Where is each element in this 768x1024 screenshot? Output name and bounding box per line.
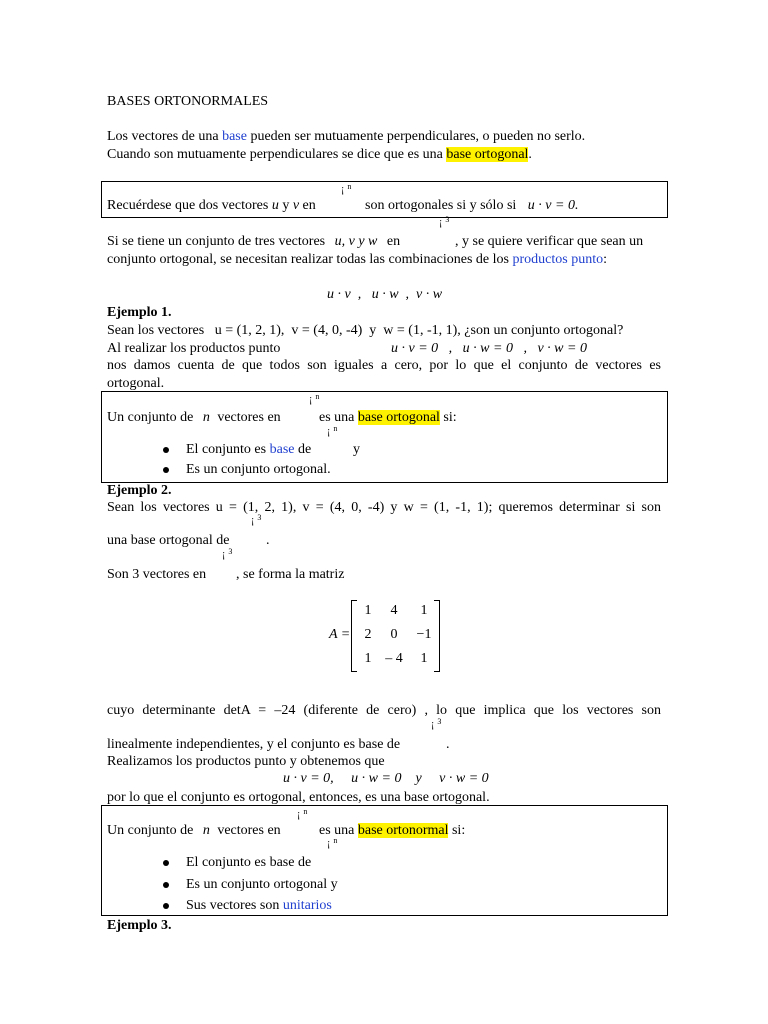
base-link[interactable]: base bbox=[269, 442, 295, 457]
matrix-cell: 1 bbox=[364, 651, 372, 666]
box3-bullet-1: El conjunto es base de bbox=[186, 855, 312, 870]
matrix-cell: 0 bbox=[390, 627, 398, 642]
real-space-symbol-n: ¡ $^n$ bbox=[297, 807, 308, 820]
intro-line-1: Los vectores de una base pueden ser mutuamente perpendiculares, o pueden no serlo. bbox=[107, 129, 586, 144]
matrix-cell: – 4 bbox=[385, 651, 403, 666]
box3-line-end: es una base ortonormal si: bbox=[319, 823, 466, 838]
real-space-symbol-n: ¡ $^n$ bbox=[341, 182, 352, 195]
page-title: BASES ORTONORMALES bbox=[107, 94, 269, 109]
ejemplo-2-line-2: una base ortogonal de bbox=[107, 533, 230, 548]
ejemplo-1-conclusion: nos damos cuenta de que todos son iguales a cero, por lo que el conjunto de vectores es bbox=[107, 358, 661, 373]
box1-condition-text: son ortogonales si y sólo si u · v = 0. bbox=[365, 198, 579, 213]
real-space-symbol-3: ¡ $^3$ bbox=[431, 717, 442, 730]
real-space-symbol-n: ¡ $^n$ bbox=[309, 392, 320, 405]
highlight-base-ortogonal: base ortogonal bbox=[446, 147, 529, 162]
box2-line: Un conjunto de n vectores en bbox=[107, 410, 281, 425]
box3-line: Un conjunto de n vectores en bbox=[107, 823, 281, 838]
ejemplo-1-products: u · v = 0 , u · w = 0 , v · w = 0 bbox=[391, 341, 587, 356]
ejemplo-2-independent: linealmente independientes, y el conjunto es base de bbox=[107, 737, 401, 752]
unitarios-link[interactable]: unitarios bbox=[282, 898, 332, 913]
intro-line-2: Cuando son mutuamente perpendiculares se dice que es una base ortogonal. bbox=[107, 147, 532, 162]
three-vectors-line-2: conjunto ortogonal, se necesitan realizar todas las combinaciones de los productos punto: bbox=[107, 252, 607, 267]
three-vectors-line-1-end: , y se quiere verificar que sean un bbox=[455, 234, 644, 249]
matrix-cell: 1 bbox=[420, 603, 428, 618]
matrix-cell: −1 bbox=[416, 627, 432, 642]
ejemplo-2-conclusion: por lo que el conjunto es ortogonal, entonces, es una base ortogonal. bbox=[107, 790, 490, 805]
ejemplo-2-line-3: Son 3 vectores en bbox=[107, 567, 207, 582]
matrix-label: A = bbox=[329, 627, 351, 642]
bullet-icon bbox=[163, 447, 169, 453]
box2-line-end: es una base ortogonal si: bbox=[319, 410, 457, 425]
matrix-cell: 2 bbox=[364, 627, 372, 642]
ejemplo-1-vectors: Sean los vectores u = (1, 2, 1), v = (4, 0, -4) y w = (1, -1, 1), ¿son un conjunto ortogonal? bbox=[107, 323, 624, 338]
ejemplo-2-heading: Ejemplo 2. bbox=[107, 483, 172, 498]
matrix-cell: 4 bbox=[390, 603, 398, 618]
box3-bullet-2: Es un conjunto ortogonal y bbox=[186, 877, 338, 892]
real-space-symbol-3: ¡ $^3$ bbox=[439, 215, 450, 228]
box2-bullet-2: Es un conjunto ortogonal. bbox=[186, 462, 331, 477]
box1-text: Recuérdese que dos vectores u y v en bbox=[107, 198, 316, 213]
ejemplo-1-heading: Ejemplo 1. bbox=[107, 305, 172, 320]
bullet-icon bbox=[163, 903, 169, 909]
highlight-base-ortogonal: base ortogonal bbox=[357, 410, 440, 425]
real-space-symbol-n: ¡ $^n$ bbox=[327, 424, 338, 437]
ejemplo-1-products-label: Al realizar los productos punto bbox=[107, 341, 281, 356]
base-link[interactable]: base bbox=[222, 129, 247, 144]
matrix-cell: 1 bbox=[420, 651, 428, 666]
box2-bullet-1: El conjunto es base de bbox=[186, 442, 312, 457]
three-vectors-line-1: Si se tiene un conjunto de tres vectores u, v y w en bbox=[107, 234, 401, 249]
ejemplo-2-vectors: Sean los vectores u = (1, 2, 1), v = (4, 0, -4) y w = (1, -1, 1); queremos determinar si son bbox=[107, 500, 661, 515]
ejemplo-2-products: u · v = 0, u · w = 0 y v · w = 0 bbox=[283, 771, 489, 786]
real-space-symbol-3: ¡ $^3$ bbox=[222, 547, 233, 560]
ejemplo-3-heading: Ejemplo 3. bbox=[107, 918, 172, 933]
dot-product-combinations: u · v , u · w , v · w bbox=[327, 287, 443, 302]
bullet-icon bbox=[163, 882, 169, 888]
ejemplo-2-determinant: cuyo determinante detA = –24 (diferente de cero) , lo que implica que los vectores son bbox=[107, 703, 661, 718]
bullet-icon bbox=[163, 467, 169, 473]
real-space-symbol-n: ¡ $^n$ bbox=[327, 836, 338, 849]
highlight-base-ortonormal: base ortonormal bbox=[357, 823, 449, 838]
productos-punto-link[interactable]: productos punto bbox=[512, 252, 604, 267]
matrix-a bbox=[329, 600, 444, 672]
box2-bullet-1-end: y bbox=[353, 442, 360, 457]
real-space-symbol-3: ¡ $^3$ bbox=[251, 513, 262, 526]
bullet-icon bbox=[163, 860, 169, 866]
ejemplo-1-conclusion-end: ortogonal. bbox=[107, 376, 165, 391]
ejemplo-2-realizamos: Realizamos los productos punto y obtenemos que bbox=[107, 754, 385, 769]
box3-bullet-3: Sus vectores son unitarios bbox=[186, 898, 332, 913]
matrix-cell: 1 bbox=[364, 603, 372, 618]
